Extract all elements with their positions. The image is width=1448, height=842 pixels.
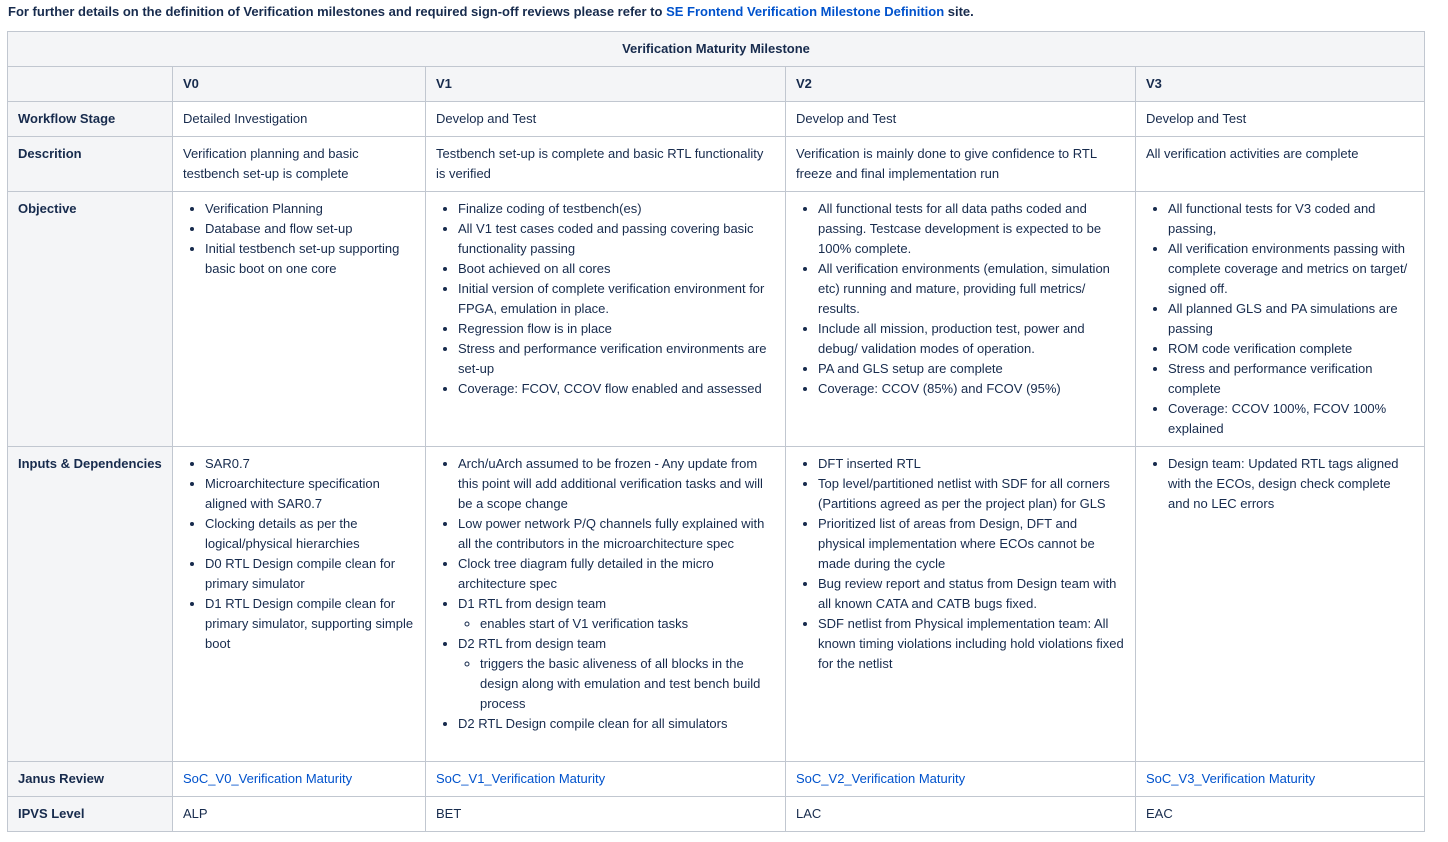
janus-link-v2[interactable]: SoC_V2_Verification Maturity — [796, 771, 966, 786]
list-item: • Stress and performance verification complete — [1168, 359, 1414, 399]
workflow-cell-v2: Develop and Test — [786, 102, 1136, 137]
list-item — [458, 594, 775, 634]
table-row-inputs-dependencies — [8, 447, 1425, 762]
row-header-workflow-stage: Workflow Stage — [8, 102, 173, 137]
intro-text: For further details on the definition of Verification milestones and required sign-off reviews please refer to — [8, 4, 667, 19]
list-item: • Database and flow set-up — [205, 219, 415, 239]
list-item: • Verification Planning — [205, 199, 415, 219]
list-item: • Include all mission, production test, power and debug/ validation modes of operation. — [818, 319, 1125, 359]
table-row-ipvs-level — [8, 797, 1425, 832]
list-item: • Arch/uArch assumed to be frozen - Any update from this point will add additional verification tasks and will be a scope change — [458, 454, 775, 514]
list-item: • All verification environments passing with complete coverage and metrics on target/ signed off. — [1168, 239, 1414, 299]
objective-list-v3 — [1146, 199, 1414, 439]
table-row-workflow-stage — [8, 102, 1425, 137]
janus-link-v3[interactable]: SoC_V3_Verification Maturity — [1146, 771, 1316, 786]
inputs-list-v3 — [1146, 454, 1414, 514]
list-item: • Prioritized list of areas from Design, DFT and physical implementation where ECOs cannot be made during the cycle — [818, 514, 1125, 574]
column-header-v3: V3 — [1136, 67, 1425, 102]
intro-suffix: site. — [944, 4, 974, 19]
list-item: • Microarchitecture specification aligned with SAR0.7 — [205, 474, 415, 514]
list-item: • Finalize coding of testbench(es) — [458, 199, 775, 219]
row-header-janus-review: Janus Review — [8, 762, 173, 797]
table-row-objective — [8, 192, 1425, 447]
list-item: • PA and GLS setup are complete — [818, 359, 1125, 379]
list-item: • Stress and performance verification environments are set-up — [458, 339, 775, 379]
column-header-v0: V0 — [173, 67, 426, 102]
janus-link-v1[interactable]: SoC_V1_Verification Maturity — [436, 771, 606, 786]
sub-list-item: ◦ triggers the basic aliveness of all blocks in the design along with emulation and test bench build process — [480, 654, 775, 714]
list-item: • ROM code verification complete — [1168, 339, 1414, 359]
janus-cell-v3 — [1136, 762, 1425, 797]
inputs-list-v2 — [796, 454, 1125, 674]
workflow-cell-v0: Detailed Investigation — [173, 102, 426, 137]
list-item: • SDF netlist from Physical implementation team: All known timing violations including hold violations fixed for the netlist — [818, 614, 1125, 674]
list-item: • Initial testbench set-up supporting basic boot on one core — [205, 239, 415, 279]
ipvs-cell-v1: BET — [426, 797, 786, 832]
inputs-cell-v3 — [1136, 447, 1425, 762]
sub-list-item: ◦ enables start of V1 verification tasks — [480, 614, 775, 634]
objective-cell-v3 — [1136, 192, 1425, 447]
verification-maturity-table — [7, 31, 1425, 832]
list-item: • Coverage: FCOV, CCOV flow enabled and assessed — [458, 379, 775, 399]
objective-cell-v0 — [173, 192, 426, 447]
janus-link-v0[interactable]: SoC_V0_Verification Maturity — [183, 771, 353, 786]
description-cell-v0: Verification planning and basic testbench set-up is complete — [173, 137, 426, 192]
description-cell-v1: Testbench set-up is complete and basic RTL functionality is verified — [426, 137, 786, 192]
intro-paragraph — [8, 3, 974, 21]
list-item: • Initial version of complete verification environment for FPGA, emulation in place. — [458, 279, 775, 319]
janus-cell-v1 — [426, 762, 786, 797]
objective-list-v0 — [183, 199, 415, 279]
objective-list-v1 — [436, 199, 775, 399]
list-item: • Bug review report and status from Design team with all known CATA and CATB bugs fixed. — [818, 574, 1125, 614]
column-header-v2: V2 — [786, 67, 1136, 102]
inputs-list-v1 — [436, 454, 775, 734]
objective-cell-v1 — [426, 192, 786, 447]
objective-list-v2 — [796, 199, 1125, 399]
sub-list — [458, 654, 775, 714]
inputs-cell-v1 — [426, 447, 786, 762]
table-row-description — [8, 137, 1425, 192]
workflow-cell-v1: Develop and Test — [426, 102, 786, 137]
list-item: • Design team: Updated RTL tags aligned with the ECOs, design check complete and no LEC errors — [1168, 454, 1414, 514]
list-item: • Clocking details as per the logical/physical hierarchies — [205, 514, 415, 554]
list-item: • D1 RTL Design compile clean for primary simulator, supporting simple boot — [205, 594, 415, 654]
corner-header-cell — [8, 67, 173, 102]
list-item: • All functional tests for all data paths coded and passing. Testcase development is expected to be 100% complete. — [818, 199, 1125, 259]
list-item: • SAR0.7 — [205, 454, 415, 474]
table-title: Verification Maturity Milestone — [8, 32, 1425, 67]
description-cell-v2: Verification is mainly done to give confidence to RTL freeze and final implementation run — [786, 137, 1136, 192]
list-item-text: D2 RTL from design team — [458, 636, 607, 651]
ipvs-cell-v0: ALP — [173, 797, 426, 832]
janus-cell-v2 — [786, 762, 1136, 797]
row-header-description: Descrition — [8, 137, 173, 192]
row-header-inputs-dependencies: Inputs & Dependencies — [8, 447, 173, 762]
list-item: • Boot achieved on all cores — [458, 259, 775, 279]
milestone-definition-link[interactable]: SE Frontend Verification Milestone Definition — [666, 4, 945, 19]
list-item: • Clock tree diagram fully detailed in the micro architecture spec — [458, 554, 775, 594]
list-item: • D2 RTL Design compile clean for all simulators — [458, 714, 775, 734]
ipvs-cell-v2: LAC — [786, 797, 1136, 832]
list-item: • All functional tests for V3 coded and passing, — [1168, 199, 1414, 239]
list-item-text: D1 RTL from design team — [458, 596, 607, 611]
description-cell-v3: All verification activities are complete — [1136, 137, 1425, 192]
list-item: • Coverage: CCOV 100%, FCOV 100% explained — [1168, 399, 1414, 439]
list-item: • All verification environments (emulation, simulation etc) running and mature, providing full metrics/ results. — [818, 259, 1125, 319]
list-item: • Coverage: CCOV (85%) and FCOV (95%) — [818, 379, 1125, 399]
sub-list — [458, 614, 775, 634]
objective-cell-v2 — [786, 192, 1136, 447]
list-item: • DFT inserted RTL — [818, 454, 1125, 474]
column-header-v1: V1 — [426, 67, 786, 102]
ipvs-cell-v3: EAC — [1136, 797, 1425, 832]
inputs-list-v0 — [183, 454, 415, 654]
list-item: • Low power network P/Q channels fully explained with all the contributors in the microarchitecture spec — [458, 514, 775, 554]
list-item: • Top level/partitioned netlist with SDF for all corners (Partitions agreed as per the project plan) for GLS — [818, 474, 1125, 514]
workflow-cell-v3: Develop and Test — [1136, 102, 1425, 137]
list-item: • All V1 test cases coded and passing covering basic functionality passing — [458, 219, 775, 259]
inputs-cell-v2 — [786, 447, 1136, 762]
inputs-cell-v0 — [173, 447, 426, 762]
row-header-objective: Objective — [8, 192, 173, 447]
list-item — [458, 634, 775, 714]
list-item: • Regression flow is in place — [458, 319, 775, 339]
janus-cell-v0 — [173, 762, 426, 797]
table-row-janus-review — [8, 762, 1425, 797]
row-header-ipvs-level: IPVS Level — [8, 797, 173, 832]
list-item: • D0 RTL Design compile clean for primary simulator — [205, 554, 415, 594]
list-item: • All planned GLS and PA simulations are passing — [1168, 299, 1414, 339]
